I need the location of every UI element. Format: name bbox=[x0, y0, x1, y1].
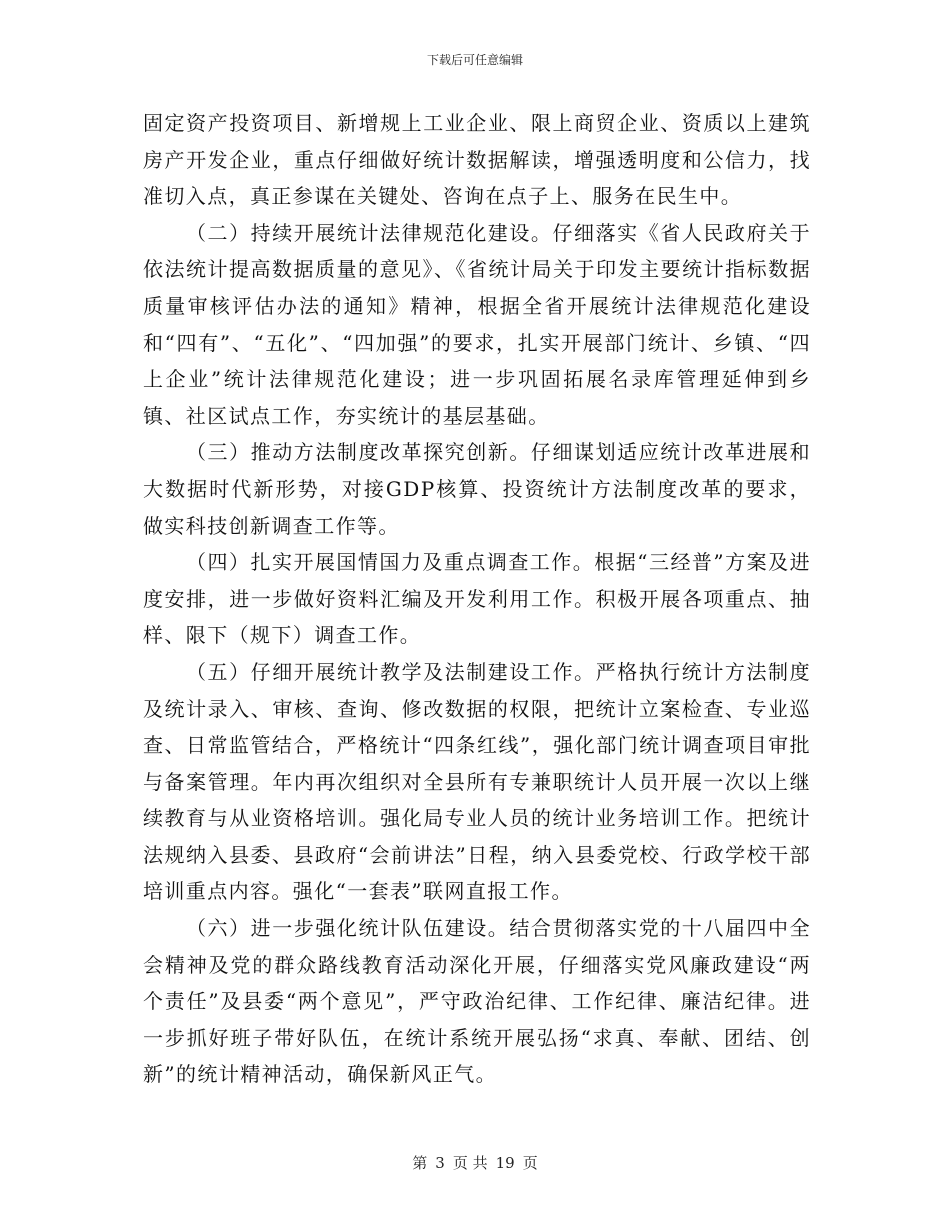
paragraph-continuation: 固定资产投资项目、新增规上工业企业、限上商贸企业、资质以上建筑房产开发企业，重点仔细做好统计数据解读，增强透明度和公信力，找准切入点，真正参谋在关键处、咨询在点子上、服务在民生中。 bbox=[143, 111, 811, 209]
paragraph-section-6: （六）进一步强化统计队伍建设。结合贯彻落实党的十八届四中全会精神及党的群众路线教育活动深化开展，仔细落实党风廉政建设“两个责任”及县委“两个意见”，严守政治纪律、工作纪律、廉洁纪律。进一步抓好班子带好队伍，在统计系统开展弘扬“求真、奉献、团结、创新”的统计精神活动，确保新风正气。 bbox=[143, 916, 811, 1087]
page-label-middle: 页 共 bbox=[452, 1154, 488, 1172]
page-header bbox=[0, 52, 950, 68]
page-footer bbox=[0, 1153, 950, 1173]
document-body bbox=[143, 105, 811, 1093]
header-note: 下载后可任意编辑 bbox=[426, 53, 523, 67]
current-page-number: 3 bbox=[435, 1154, 445, 1172]
page-label-prefix: 第 bbox=[412, 1154, 428, 1172]
page-label-suffix: 页 bbox=[522, 1154, 538, 1172]
paragraph-section-3: （三）推动方法制度改革探究创新。仔细谋划适应统计改革进展和大数据时代新形势，对接GDP核算、投资统计方法制度改革的要求，做实科技创新调查工作等。 bbox=[143, 440, 811, 538]
total-pages-number: 19 bbox=[495, 1154, 515, 1172]
paragraph-section-2: （二）持续开展统计法律规范化建设。仔细落实《省人民政府关于依法统计提高数据质量的意见》、《省统计局关于印发主要统计指标数据质量审核评估办法的通知》精神，根据全省开展统计法律规范化建设和“四有”、“五化”、“四加强”的要求，扎实开展部门统计、乡镇、“四上企业”统计法律规范化建设；进一步巩固拓展名录库管理延伸到乡镇、社区试点工作，夯实统计的基层基础。 bbox=[143, 220, 811, 428]
paragraph-section-4: （四）扎实开展国情国力及重点调查工作。根据“三经普”方案及进度安排，进一步做好资料汇编及开发利用工作。积极开展各项重点、抽样、限下（规下）调查工作。 bbox=[143, 550, 811, 648]
paragraph-section-5: （五）仔细开展统计教学及法制建设工作。严格执行统计方法制度及统计录入、审核、查询、修改数据的权限，把统计立案检查、专业巡查、日常监管结合，严格统计“四条红线”，强化部门统计调查项目审批与备案管理。年内再次组织对全县所有专兼职统计人员开展一次以上继续教育与从业资格培训。强化局专业人员的统计业务培训工作。把统计法规纳入县委、县政府“会前讲法”日程，纳入县委党校、行政学校干部培训重点内容。强化“一套表”联网直报工作。 bbox=[143, 659, 811, 904]
